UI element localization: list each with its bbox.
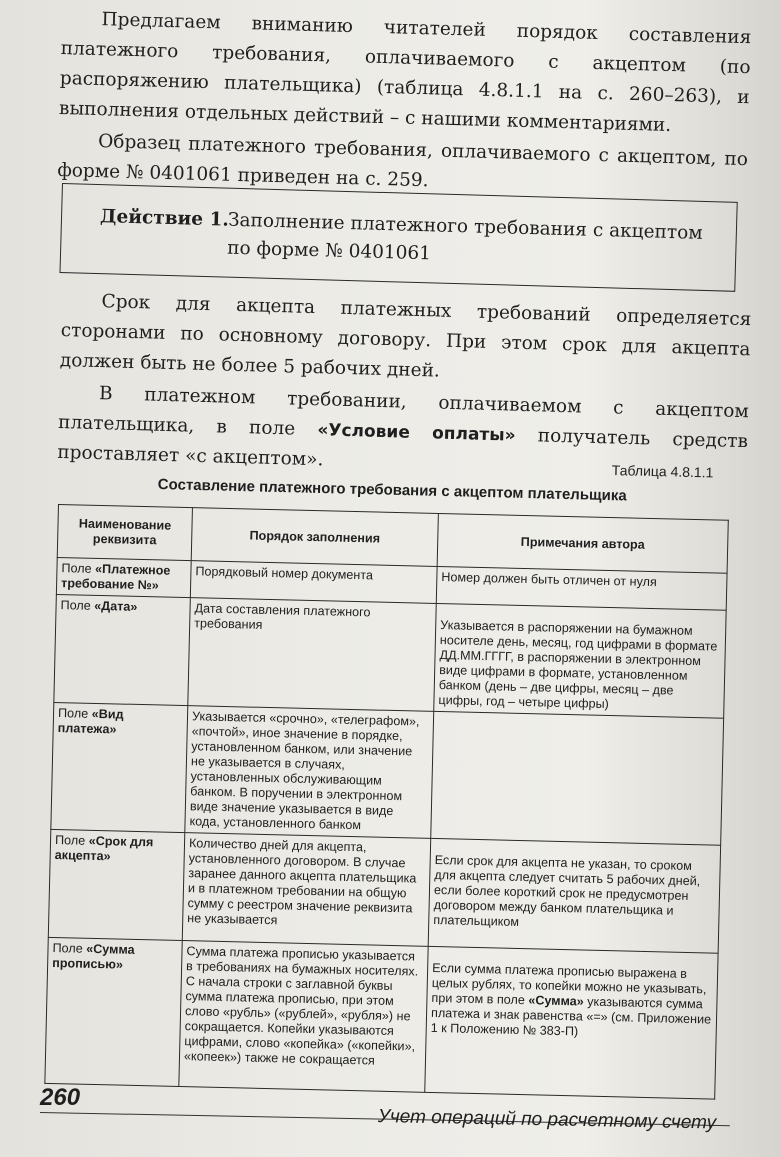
field-prefix: Поле xyxy=(52,940,87,956)
action-title-line-1: Заполнение платежного требования с акцептом xyxy=(227,209,703,244)
table-row xyxy=(45,937,718,1099)
page-number: 260 xyxy=(40,1084,81,1111)
table-row xyxy=(51,702,724,845)
note-text: Если сумма платежа прописью выражена в целых рублях, то копейки можно не указывать, при этом в поле xyxy=(431,960,707,1008)
note-text: Указывается в распоряжении на бумажном носителе день, месяц, год цифрами в формате ДД.ММ.ГГГГ, в распоряжении в электронном виде цифрами в формате, установленном банком (день – две цифры, месяц – две цифры, год – четыре цифры) xyxy=(438,618,718,712)
header-filling-order: Порядок заполнения xyxy=(191,508,438,567)
table-number: Таблица 4.8.1.1 xyxy=(611,462,714,481)
body-paragraph-2-start: В платежном требовании, оплачиваемом с акцептом плательщика, в поле xyxy=(57,383,750,441)
requisites-table xyxy=(44,504,728,1100)
field-name: «Сумма прописью» xyxy=(52,941,135,972)
requisite-name-cell xyxy=(54,594,191,705)
body-paragraph-1: Срок для акцепта платежных требований определяется сторонами по основному договору. При этом срок для акцепта должен быть не более 5 рабочих дней. xyxy=(59,291,752,382)
field-name: «Платежное требование №» xyxy=(60,561,171,593)
field-name: «Вид платежа» xyxy=(57,706,124,737)
running-title: Учет операций по расчетному счету xyxy=(377,1106,717,1134)
action-title-line-2: по форме № 0401061 xyxy=(226,237,432,265)
filling-order-cell: Дата составления платежного требования xyxy=(188,598,436,712)
table-body xyxy=(45,557,727,1099)
filling-order-cell: Количество дней для акцепта, установленного договором. В случае заранее данного акцепта плательщика и в платежном требовании на общую сумму с реестром значение реквизита не указывается xyxy=(182,833,430,947)
note-bold-term: «Сумма» xyxy=(528,993,584,1009)
payment-condition-term: «Условие оплаты» xyxy=(317,420,516,446)
requisite-name-cell xyxy=(45,937,182,1086)
filling-order-cell: Порядковый номер документа xyxy=(190,561,437,604)
header-author-notes: Примечания автора xyxy=(437,513,728,573)
note-text: Если срок для акцепта не указан, то сроком для акцепта следует считать 5 рабочих дней, если более короткий срок не предусмотрен договором между банком плательщика и плательщиком xyxy=(433,852,701,929)
requisite-name-cell xyxy=(48,829,185,940)
field-prefix: Поле xyxy=(61,561,96,576)
header-requisite-name: Наименование реквизита xyxy=(57,505,192,561)
action-box xyxy=(59,183,737,292)
table-row xyxy=(48,829,720,953)
field-name: «Дата» xyxy=(94,598,138,614)
field-prefix: Поле xyxy=(60,598,95,613)
action-label: Действие 1. xyxy=(99,206,230,231)
body-section xyxy=(57,286,752,489)
author-note-cell xyxy=(428,838,720,953)
requisite-name-cell xyxy=(56,557,191,597)
filling-order-cell: Указывается «срочно», «телеграфом», «почтой», иное значение в порядке, установленном банком, или значение не указывается в случаях, установленных обслуживающим банком. В поручении в электронном виде значение указывается в виде кода, установленного банком xyxy=(185,706,434,839)
field-name: «Срок для акцепта» xyxy=(54,833,154,864)
table-title: Составление платежного требования с акцептом плательщика xyxy=(157,476,627,505)
author-note-cell xyxy=(425,946,718,1099)
intro-paragraph-1: Предлагаем вниманию читателей порядок составления платежного требования, оплачиваемого с акцептом (по распоряжению плательщика) (таблица 4.8.1.1 на с. 260–263), и выполнения отдельных действий – с нашими комментариями. xyxy=(58,9,752,137)
field-prefix: Поле xyxy=(54,833,89,848)
note-text: Номер должен быть отличен от нуля xyxy=(441,570,657,590)
body-paragraph-2-end: получатель средств проставляет «с акцептом». xyxy=(57,424,749,471)
author-note-cell xyxy=(434,603,726,718)
intro-section xyxy=(57,4,752,207)
table-row xyxy=(54,594,726,718)
field-prefix: Поле xyxy=(57,706,92,721)
filling-order-cell: Сумма платежа прописью указывается в требованиях на бумажных носителях. С начала строки с заглавной буквы сумма платежа прописью, при этом слово «рубль» («рублей», «рубля») не сокращается. Копейки указываются цифрами, слово «копейка» («копейки», «копеек») также не сокращается xyxy=(179,941,428,1093)
requisite-name-cell xyxy=(51,702,188,832)
note-text-end: указываются сумма платежа и знак равенства «=» (см. Приложение 1 к Положению № 383-П) xyxy=(430,994,712,1039)
intro-paragraph-2: Образец платежного требования, оплачиваемого с акцептом, по форме № 0401061 приведен на с. 259. xyxy=(57,131,749,192)
author-note-cell xyxy=(431,711,724,845)
